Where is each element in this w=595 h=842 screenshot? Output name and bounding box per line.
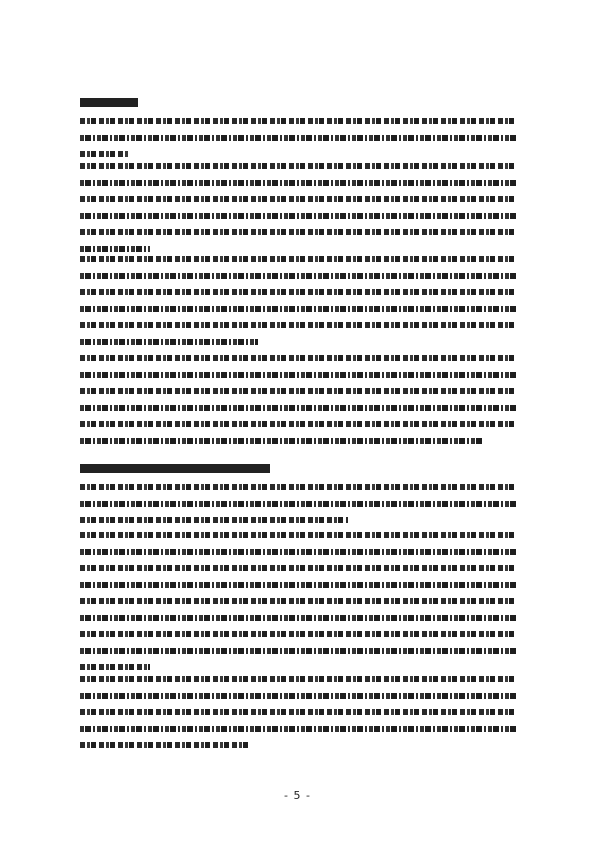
paragraph (80, 532, 516, 681)
text-line (80, 648, 516, 654)
text-line (80, 229, 516, 235)
text-line (80, 163, 516, 169)
paragraph (80, 355, 516, 454)
section-heading (80, 464, 270, 473)
text-line (80, 565, 516, 571)
text-line (80, 405, 516, 411)
text-line (80, 501, 516, 507)
paragraph (80, 163, 516, 262)
text-line (80, 213, 516, 219)
text-line (80, 582, 516, 588)
text-line (80, 631, 516, 637)
text-line (80, 322, 516, 328)
paragraph (80, 484, 516, 534)
text-line (80, 532, 516, 538)
text-line (80, 693, 516, 699)
text-line (80, 372, 516, 378)
text-line (80, 339, 258, 345)
text-line (80, 388, 516, 394)
text-line (80, 598, 516, 604)
page-number: - 5 - (284, 789, 311, 802)
text-line (80, 273, 516, 279)
text-line (80, 256, 516, 262)
text-line (80, 289, 516, 295)
text-line (80, 709, 516, 715)
text-line (80, 517, 348, 523)
paragraph (80, 676, 516, 759)
text-line (80, 246, 150, 252)
paragraph (80, 118, 516, 168)
text-line (80, 306, 516, 312)
text-line (80, 135, 516, 141)
text-line (80, 151, 128, 157)
text-line (80, 615, 516, 621)
text-line (80, 549, 516, 555)
text-line (80, 664, 150, 670)
text-line (80, 726, 516, 732)
text-line (80, 355, 516, 361)
text-line (80, 438, 482, 444)
text-line (80, 484, 516, 490)
text-line (80, 118, 516, 124)
text-line (80, 742, 250, 748)
text-line (80, 180, 516, 186)
paragraph (80, 256, 516, 355)
text-line (80, 676, 516, 682)
section-heading (80, 98, 138, 107)
text-line (80, 196, 516, 202)
text-line (80, 421, 516, 427)
